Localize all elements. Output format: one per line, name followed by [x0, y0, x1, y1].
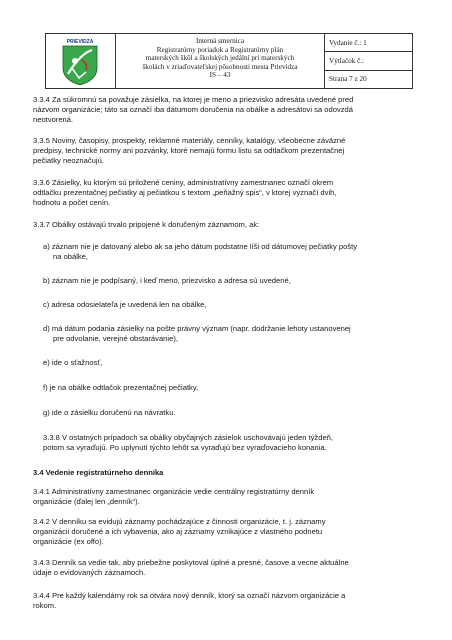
- text-line: pre odvolanie, verejné obstarávanie),: [53, 334, 178, 344]
- text-line: organizácie (ďalej len „denník“).: [33, 497, 140, 507]
- text-line: g) ide o zásielku doručenú na návratku.: [43, 408, 176, 417]
- text-line: potom sa vyraďujú. Po uplynutí týchto lehôt sa vyraďujú bez vyraďovacieho konania.: [43, 443, 327, 453]
- text-line: odtlačku prezentačnej pečiatky aj pečiatkou s textom „peňažný spis“, v ktorej vyznačí dvih,: [33, 188, 337, 198]
- list-item-d: [43, 324, 407, 344]
- text-line: názvom organizácie; táto sa označí iba dátumom doručenia na obálke a adresátovi sa odovzdá: [33, 105, 353, 115]
- text-line: pečiatky neoznačujú.: [33, 156, 104, 166]
- document-meta: [325, 34, 412, 88]
- section-heading-3-4: [33, 468, 407, 478]
- list-item-e: [43, 358, 407, 368]
- text-line: predpisy, technické normy ani pozvánky, ktoré nemajú formu listu sa odtlačkom prezentačnej: [33, 146, 345, 156]
- text-line: f) je na obálke odtlačok prezentačnej pečiatky,: [43, 383, 199, 392]
- city-coat-of-arms-icon: [46, 34, 115, 88]
- list-item-a: [43, 242, 407, 262]
- text-line: na obálke,: [53, 252, 89, 262]
- logo-cell: [46, 34, 116, 88]
- text-line: hodnotu a počet cenín.: [33, 198, 111, 208]
- paragraph-3-4-3: [33, 558, 407, 578]
- title-line: Registratúrny poriadok a Registratúrny plán: [156, 45, 284, 54]
- text-line: b) záznam nie je podpísaný, i keď meno, priezvisko a adresa sú uvedené,: [43, 276, 291, 285]
- text-line: organizácii doručené a ich vybavenia, ako aj záznamy vznikajúce z vlastného podnetu: [33, 527, 323, 537]
- paragraph-3-3-4: [33, 95, 407, 126]
- text-line: organizácie (ex offo).: [33, 537, 104, 547]
- paragraph-3-3-6: [33, 178, 407, 209]
- list-item-g: [43, 408, 407, 418]
- paragraph-3-4-2: [33, 517, 407, 548]
- text-line: a) záznam nie je datovaný alebo ak sa jeho dátum podstatne líši od dátumovej pečiatky pošty: [43, 242, 358, 251]
- list-item-c: [43, 300, 407, 310]
- list-item-f: [43, 383, 407, 393]
- text-line: 3.3.5 Noviny, časopisy, prospekty, reklamné materiály, cenníky, katalógy, všeobecne záväzné: [33, 136, 346, 145]
- text-line: rokom.: [33, 601, 57, 611]
- text-line: 3.3.7 Obálky ostávajú trvalo pripojené k doručeným záznamom, ak:: [33, 220, 260, 229]
- text-line: neotvorená.: [33, 115, 74, 125]
- excerpt-field: Výtlačok č.:: [325, 52, 412, 70]
- paragraph-3-4-4: [33, 591, 407, 611]
- text-line: 3.3.4 Za súkromnú sa považuje zásielka, na ktorej je meno a priezvisko adresáta uvedené pred: [33, 95, 354, 104]
- text-line: 3.4.2 V denníku sa evidujú záznamy pochádzajúce z činnosti organizácie, t. j. záznamy: [33, 517, 326, 526]
- text-line: e) ide o sťažnosť,: [43, 358, 103, 367]
- list-item-b: [43, 276, 407, 286]
- paragraph-3-3-7: [33, 220, 407, 230]
- paragraph-3-3-8: [43, 433, 407, 453]
- text-line: 3.3.8 V ostatných prípadoch sa obálky obyčajných zásielok uschovávajú jeden týždeň,: [43, 433, 334, 442]
- logo-text: PRIEVIDZA: [66, 39, 94, 45]
- title-line: IS – 43: [209, 71, 231, 80]
- text-line: c) adresa odosielateľa je uvedená len na obálke,: [43, 300, 207, 309]
- document-header: [45, 33, 413, 89]
- text-line: 3.3.6 Zásielky, ku ktorým sú priložené ceniny, administratívny zamestnanec označí okrem: [33, 178, 334, 187]
- title-line: Interná smernica: [195, 37, 245, 45]
- edition-field: Vydanie č.: 1: [325, 34, 412, 52]
- text-line: 3.4.3 Denník sa vedie tak, aby priebežne poskytoval úplné a presné, časove a vecne aktuálne: [33, 558, 349, 567]
- paragraph-3-4-1: [33, 487, 407, 507]
- page-number: Strana 7 z 20: [329, 75, 367, 84]
- title-line: materských škôl a školských jedální pri materských: [145, 54, 295, 63]
- text-line: 3.4.1 Administratívny zamestnanec organizácie vedie centrálny registratúrny denník: [33, 487, 315, 496]
- text-line: údaje o evidovaných záznamoch.: [33, 568, 146, 578]
- paragraph-3-3-5: [33, 136, 407, 167]
- document-title: [116, 34, 325, 88]
- text-line: 3.4 Vedenie registratúrneho denníka: [33, 468, 164, 477]
- title-line: školách v zriaďovateľskej pôsobnosti mesta Prievidza: [142, 62, 298, 71]
- text-line: d) má dátum podania zásielky na pošte právny význam (napr. dodržanie lehoty ustanovenej: [43, 324, 351, 333]
- text-line: 3.4.4 Pre každý kalendárny rok sa otvára nový denník, ktorý sa označí názvom organizácie a: [33, 591, 346, 600]
